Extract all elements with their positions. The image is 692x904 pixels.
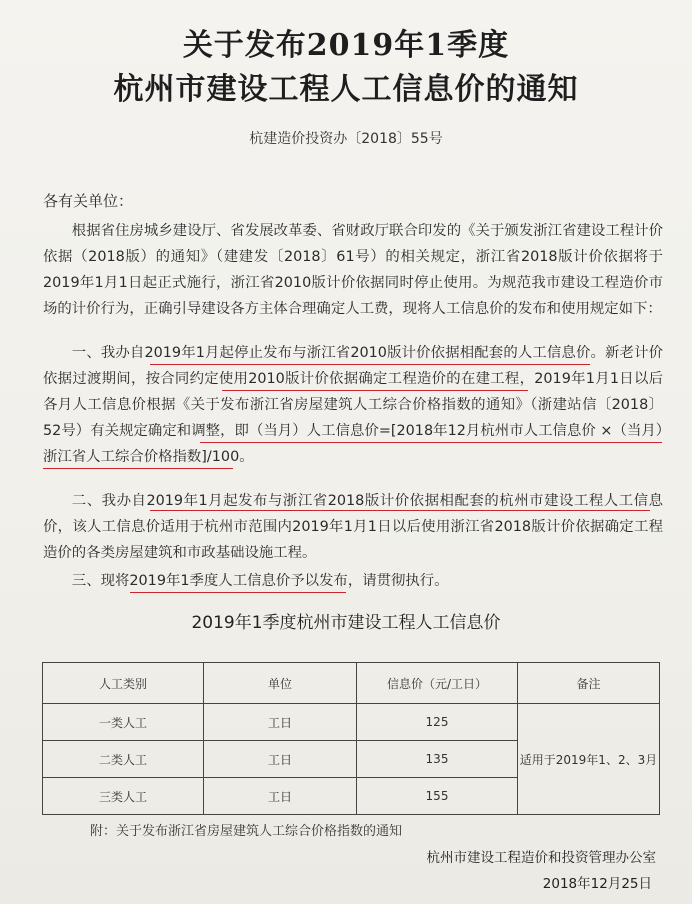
price-table [42,662,660,815]
paragraph-two: 二、我办自2019年1月起发布与浙江省2018版计价依据相配套的杭州市建设工程人工信息价，该人工信息价适用于杭州市范围内2019年1月1日以后使用浙江省2018版计价依据确定工程造价的各类房屋建筑和市政基础设施工程。 [43,493,663,561]
cell-unit: 工日 [204,778,357,815]
table-header-row [43,663,660,704]
paragraph-one: 一、我办自2019年1月起停止发布与浙江省2010版计价依据相配套的人工信息价。新老计价依据过渡期间，按合同约定使用2010版计价依据确定工程造价的在建工程，2019年1月1日以后各月人工信息价根据《关于发布浙江省房屋建筑人工综合价格指数的通知》（浙建站信〔2018〕52号）有关规定确定和调整，即（当月）人工信息价=[2018年12月杭州市人工信息价 ×（当月）浙江省人工综合价格指数]/100。 [43,345,663,465]
cell-remark: 适用于2019年1、2、3月 [518,704,660,815]
table-title: 2019年1季度杭州市建设工程人工信息价 [191,613,501,633]
cell-unit: 工日 [204,741,357,778]
table-row [43,704,660,741]
cell-price: 125 [357,704,518,741]
header-remark: 备注 [518,663,660,704]
header-unit: 单位 [204,663,357,704]
document-number: 杭建造价投资办〔2018〕55号 [249,131,443,147]
cell-price: 135 [357,741,518,778]
red-underline-4 [43,468,233,469]
salutation: 各有关单位： [43,192,134,210]
red-underline-5 [150,510,650,511]
header-price: 信息价（元/工日） [357,663,518,704]
cell-category: 二类人工 [43,741,204,778]
issue-date: 2018年12月25日 [542,876,652,892]
paragraph-intro: 根据省住房城乡建设厅、省发展改革委、省财政厅联合印发的《关于颁发浙江省建设工程计价依据（2018版）的通知》（建建发〔2018〕61号）的相关规定，浙江省2018版计价依据将于2019年1月1日起正式施行，浙江省2010版计价依据同时停止使用。为规范我市建设工程造价市场的计价行为，正确引导建设各方主体合理确定人工费，现将人工信息价的发布和使用规定如下： [43,223,663,317]
cell-category: 一类人工 [43,704,204,741]
attachment-note: 附：关于发布浙江省房屋建筑人工综合价格指数的通知 [90,824,403,839]
red-underline-1 [150,364,590,365]
cell-price: 155 [357,778,518,815]
red-underline-2 [222,390,528,391]
paragraph-three: 三、现将2019年1季度人工信息价予以发布，请贯彻执行。 [71,573,449,589]
cell-unit: 工日 [204,704,357,741]
red-underline-6 [130,592,346,593]
header-category: 人工类别 [43,663,204,704]
issuer: 杭州市建设工程造价和投资管理办公室 [426,850,656,866]
title-line-1: 关于发布2019年1季度 [182,28,510,63]
title-line-2: 杭州市建设工程人工信息价的通知 [113,72,579,107]
red-underline-3 [200,442,662,443]
cell-category: 三类人工 [43,778,204,815]
